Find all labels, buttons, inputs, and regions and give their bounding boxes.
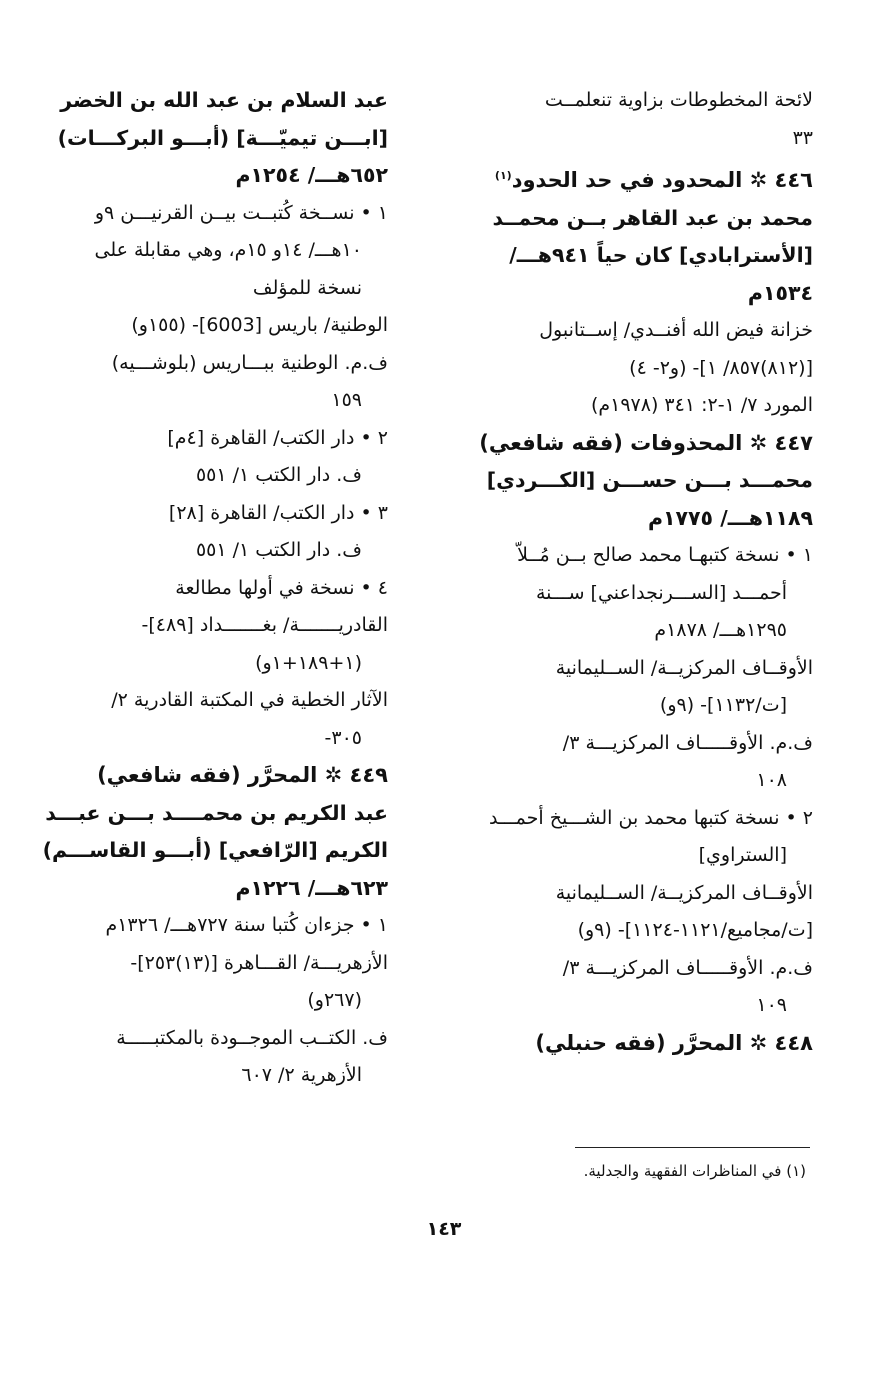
text-line bbox=[473, 350, 813, 388]
line-text: [(٨١٢)٨٥٧/ ١]- (و٢- ٤) bbox=[629, 356, 813, 379]
line-text: القادريـــــــة/ بغـــــــداد [٤٨٩]- bbox=[141, 614, 388, 636]
line-text: نسخة للمؤلف bbox=[252, 276, 362, 299]
line-text: ٦٥٢هـــ/ ١٢٥٤م bbox=[235, 163, 388, 187]
text-line bbox=[42, 832, 388, 870]
entry-heading bbox=[73, 757, 388, 795]
text-line bbox=[73, 457, 388, 495]
text-line bbox=[73, 720, 388, 758]
text-line bbox=[73, 532, 388, 570]
text-line bbox=[73, 645, 388, 683]
line-text: ٤ • نسخة في أولها مطالعة bbox=[175, 576, 388, 599]
text-line bbox=[473, 537, 813, 575]
text-line bbox=[473, 387, 813, 425]
line-text: ٤٤٧ ✲ المحذوفات (فقه شافعي) bbox=[479, 430, 813, 455]
line-text: ٣٣ bbox=[792, 126, 813, 149]
line-text: أحمـــد [الســـرنجداعني] ســـنة bbox=[535, 581, 787, 604]
entry-heading bbox=[473, 157, 813, 200]
text-line bbox=[473, 237, 813, 275]
line-text: ١١٨٩هـــ/ ١٧٧٥م bbox=[647, 505, 813, 530]
text-line bbox=[473, 950, 813, 988]
line-text: ١٢٩٥هـــ/ ١٨٧٨م bbox=[654, 619, 787, 641]
text-line bbox=[73, 945, 388, 983]
line-text: ف.م. الأوقـــــاف المركزيـــة ٣/ bbox=[562, 956, 813, 979]
text-line bbox=[473, 612, 813, 650]
text-line bbox=[73, 345, 388, 383]
text-line bbox=[57, 120, 388, 158]
line-text: الأوقــاف المركزيــة/ الســليمانية bbox=[555, 656, 813, 679]
text-line bbox=[73, 607, 388, 645]
line-text: ف. دار الكتب ١/ ٥٥١ bbox=[195, 539, 362, 561]
text-line bbox=[73, 382, 388, 420]
text-line bbox=[473, 725, 813, 763]
text-line bbox=[73, 570, 388, 608]
text-line bbox=[73, 682, 388, 720]
text-line bbox=[73, 907, 388, 945]
line-text: ١٥٩ bbox=[331, 389, 362, 411]
line-text: المورد ٧/ ١-٢: ٣٤١ (١٩٧٨م) bbox=[590, 394, 813, 416]
line-text: [ت/١١٣٢]- (٩و) bbox=[659, 694, 787, 716]
line-text: ف.م. الوطنية ببـــاريس (بلوشـــيه) bbox=[111, 351, 388, 374]
text-line bbox=[73, 195, 388, 233]
line-text: ١٠هـــ/ ١٤و ١٥م، وهي مقابلة على bbox=[94, 239, 362, 261]
text-line bbox=[73, 870, 388, 908]
footnote-divider bbox=[575, 1147, 810, 1148]
page-number: ١٤٣ bbox=[426, 1218, 462, 1240]
text-line bbox=[73, 1057, 388, 1095]
line-text: ١٠٩ bbox=[756, 994, 787, 1016]
text-line bbox=[473, 762, 813, 800]
line-text: ٦٢٣هـــ/ ١٢٢٦م bbox=[235, 875, 388, 900]
line-text: لائحة المخطوطات بزاوية تنعلمــت bbox=[544, 89, 813, 111]
line-text: [ابـــن تيميّـــة] (أبـــو البركـــات) bbox=[57, 125, 388, 150]
line-text: ١ • جزءان كُتبا سنة ٧٢٧هـــ/ ١٣٢٦م bbox=[105, 914, 388, 936]
line-text: ١٠٨ bbox=[756, 769, 787, 791]
line-text: محمد بن عبد القاهر بــن محمــد bbox=[492, 205, 813, 230]
text-line bbox=[73, 307, 388, 345]
text-line bbox=[473, 312, 813, 350]
line-text: ٣ • دار الكتب/ القاهرة [٢٨] bbox=[168, 501, 388, 524]
text-line bbox=[473, 687, 813, 725]
text-line bbox=[473, 800, 813, 838]
line-text: الأزهرية ٢/ ٦٠٧ bbox=[241, 1064, 362, 1086]
line-text: الأوقــاف المركزيــة/ الســليمانية bbox=[555, 881, 813, 904]
left-column bbox=[42, 82, 388, 1095]
text-line bbox=[73, 232, 388, 270]
text-line bbox=[473, 875, 813, 913]
line-text: الكريم [الرّافعي] (أبـــو القاســـم) bbox=[42, 838, 388, 862]
line-text: ١ • نســخة كُتبــت بيــن القرنيـــن ٩و bbox=[94, 201, 388, 224]
text-line bbox=[73, 982, 388, 1020]
right-column bbox=[473, 82, 813, 1062]
line-text: خزانة فيض الله أفنــدي/ إســتانبول bbox=[539, 319, 813, 341]
text-line bbox=[473, 912, 813, 950]
text-line bbox=[473, 200, 813, 238]
line-text: [ت/مجاميع/١١٢١-١١٢٤]- (٩و) bbox=[577, 919, 813, 941]
text-line bbox=[73, 1020, 388, 1058]
footnote: (١) في المناظرات الفقهية والجدلية. bbox=[583, 1162, 806, 1180]
text-line bbox=[473, 650, 813, 688]
entry-heading bbox=[473, 425, 813, 463]
line-text: [الستراوي] bbox=[698, 844, 787, 866]
entry-heading bbox=[473, 1025, 813, 1063]
line-text: (١+١٨٩+١و) bbox=[255, 651, 362, 674]
text-line bbox=[473, 120, 813, 158]
text-line bbox=[473, 575, 813, 613]
line-text: الوطنية/ باريس [6003]- (١٥٥و) bbox=[131, 314, 388, 336]
text-line bbox=[473, 275, 813, 313]
text-line bbox=[73, 420, 388, 458]
line-text: ٤٤٩ ✲ المحرَّر (فقه شافعي) bbox=[97, 763, 388, 787]
text-line bbox=[473, 462, 813, 500]
text-line bbox=[473, 837, 813, 875]
line-text: ٤٤٦ ✲ المحدود في حد الحدود bbox=[511, 168, 813, 192]
text-line bbox=[473, 82, 813, 120]
line-text: (٢٦٧و) bbox=[307, 989, 362, 1011]
footnote-marker: (١) bbox=[494, 169, 512, 182]
line-text: عبد السلام بن عبد الله بن الخضر bbox=[60, 88, 388, 112]
line-text: ٣٠٥- bbox=[324, 726, 362, 749]
text-line bbox=[73, 157, 388, 195]
line-text: ف.م. الأوقـــــاف المركزيـــة ٣/ bbox=[562, 731, 813, 754]
text-line bbox=[45, 795, 388, 833]
line-text: الأزهريـــة/ القـــاهرة [(١٣)٢٥٣]- bbox=[130, 951, 388, 974]
line-text: الآثار الخطية في المكتبة القادرية ٢/ bbox=[111, 689, 388, 711]
text-line bbox=[73, 495, 388, 533]
text-line bbox=[473, 987, 813, 1025]
text-line bbox=[473, 500, 813, 538]
line-text: ف. دار الكتب ١/ ٥٥١ bbox=[195, 464, 362, 486]
line-text: ٢ • نسخة كتبها محمد بن الشـــيخ أحمـــد bbox=[489, 806, 813, 829]
line-text: ١ • نسخة كتبهـا محمد صالح بــن مُــلاّ bbox=[517, 544, 813, 566]
line-text: محمـــد بـــن حســـن [الكـــردي] bbox=[486, 468, 813, 492]
text-line bbox=[73, 270, 388, 308]
line-text: ف. الكتــب الموجــودة بالمكتبـــــة bbox=[116, 1026, 388, 1049]
text-line bbox=[60, 82, 388, 120]
line-text: عبد الكريم بن محمــــد بـــن عبـــد bbox=[45, 800, 388, 825]
line-text: ٤٤٨ ✲ المحرَّر (فقه حنبلي) bbox=[535, 1030, 813, 1055]
line-text: ٢ • دار الكتب/ القاهرة [٤م] bbox=[167, 426, 388, 449]
line-text: [الأسترابادي] كان حياً ٩٤١هـــ/ bbox=[509, 243, 813, 267]
line-text: ١٥٣٤م bbox=[747, 280, 813, 305]
